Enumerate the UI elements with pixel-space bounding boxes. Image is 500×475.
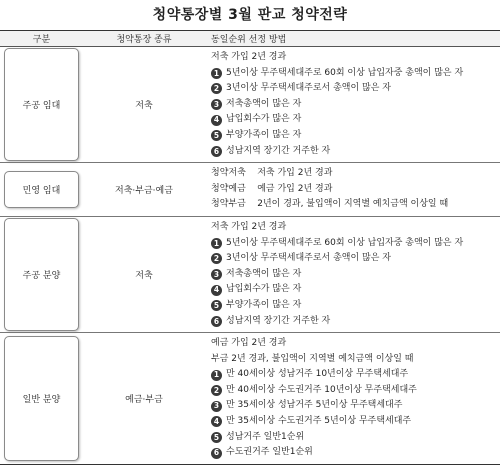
- method-text: 5년이상 무주택세대주로 60회 이상 납입자중 총액이 많은 자: [226, 67, 464, 78]
- method-line: [211, 50, 500, 66]
- category-label: 주공 임대: [4, 48, 79, 161]
- category-label: 민영 임대: [4, 171, 79, 208]
- method-line: [211, 182, 500, 198]
- header-method: 동일순위 선정 방법: [205, 31, 500, 47]
- method-line: [211, 314, 500, 330]
- method-text: 만 35세이상 성남거주 5년이상 무주택세대주: [226, 400, 403, 411]
- method-text: 성남지역 장기간 거주한 자: [226, 145, 331, 156]
- method-text: 성남지역 장기간 거주한 자: [226, 315, 331, 326]
- method-line: [211, 398, 500, 414]
- method-text: 성남거주 일반1순위: [226, 431, 305, 442]
- method-text: 저축 가입 2년 경과: [211, 52, 287, 62]
- step-number-badge: 3: [211, 99, 222, 110]
- header-account-type: 청약통장 종류: [83, 31, 205, 47]
- category-cell: [0, 163, 83, 217]
- header-category: 구분: [0, 31, 83, 47]
- method-line: [211, 97, 500, 113]
- step-number-badge: 6: [211, 448, 222, 459]
- step-number-badge: 5: [211, 432, 222, 443]
- account-type-cell: 저축: [83, 47, 205, 163]
- step-number-badge: 5: [211, 300, 222, 311]
- step-number-badge: 1: [211, 370, 222, 381]
- method-text: 만 40세이상 수도권거주 10년이상 무주택세대주: [226, 384, 417, 395]
- step-number-badge: 4: [211, 416, 222, 427]
- method-line: [211, 267, 500, 283]
- account-type-cell: 저축·부금·예금: [83, 163, 205, 217]
- category-label: 주공 분양: [4, 218, 79, 331]
- account-type-cell: 저축: [83, 216, 205, 332]
- method-line: [211, 383, 500, 399]
- step-number-badge: 4: [211, 115, 222, 126]
- account-type-cell: 예금·부금: [83, 333, 205, 465]
- method-line: [211, 445, 500, 461]
- method-text: 저축 가입 2년 경과: [211, 221, 287, 232]
- method-line: [211, 197, 500, 213]
- method-text: 부양가족이 많은 자: [226, 129, 302, 140]
- method-text: 청약저축 저축 가입 2년 경과: [211, 168, 333, 179]
- method-cell: [205, 163, 500, 217]
- table-row: [0, 163, 500, 217]
- table-body: [0, 47, 500, 465]
- method-text: 청약예금 예금 가입 2년 경과: [211, 183, 333, 194]
- step-number-badge: 5: [211, 130, 222, 141]
- method-text: 3년이상 무주택세대주로서 총액이 많은 자: [226, 253, 391, 264]
- method-text: 저축총액이 많은 자: [226, 268, 302, 279]
- step-number-badge: 6: [211, 146, 222, 157]
- step-number-badge: 6: [211, 316, 222, 327]
- method-text: 납입회수가 많은 자: [226, 284, 302, 295]
- method-line: [211, 251, 500, 267]
- strategy-table: [0, 30, 500, 465]
- method-line: [211, 430, 500, 446]
- method-line: [211, 236, 500, 252]
- category-label: 일반 분양: [4, 336, 79, 461]
- method-line: [211, 414, 500, 430]
- step-number-badge: 1: [211, 68, 222, 79]
- method-text: 만 35세이상 수도권거주 5년이상 무주택세대주: [226, 416, 412, 427]
- method-line: [211, 144, 500, 160]
- method-line: [211, 282, 500, 298]
- method-text: 5년이상 무주택세대주로 60회 이상 납입자중 총액이 많은 자: [226, 237, 464, 248]
- method-line: [211, 336, 500, 352]
- method-line: [211, 128, 500, 144]
- method-line: [211, 352, 500, 368]
- method-text: 납입회수가 많은 자: [226, 114, 302, 125]
- method-text: 예금 가입 2년 경과: [211, 338, 287, 349]
- step-number-badge: 3: [211, 269, 222, 280]
- method-text: 저축총액이 많은 자: [226, 98, 302, 109]
- step-number-badge: 2: [211, 83, 222, 94]
- method-text: 부양가족이 많은 자: [226, 299, 302, 310]
- method-text: 만 40세이상 성남거주 10년이상 무주택세대주: [226, 369, 409, 380]
- method-line: [211, 367, 500, 383]
- method-line: [211, 298, 500, 314]
- method-cell: [205, 216, 500, 332]
- table-row: [0, 216, 500, 332]
- table-row: [0, 333, 500, 465]
- category-cell: [0, 333, 83, 465]
- method-line: [211, 112, 500, 128]
- method-line: [211, 81, 500, 97]
- step-number-badge: 2: [211, 385, 222, 396]
- table-header-row: [0, 31, 500, 47]
- category-cell: [0, 216, 83, 332]
- method-cell: [205, 333, 500, 465]
- method-line: [211, 66, 500, 82]
- method-line: [211, 220, 500, 236]
- method-text: 수도권거주 일반1순위: [226, 447, 313, 458]
- step-number-badge: 2: [211, 253, 222, 264]
- method-line: [211, 166, 500, 182]
- method-text: 3년이상 무주택세대주로서 총액이 많은 자: [226, 83, 391, 94]
- step-number-badge: 4: [211, 285, 222, 296]
- category-cell: [0, 47, 83, 163]
- page-title: 청약통장별 3월 판교 청약전략: [152, 7, 348, 23]
- method-text: 청약부금 2년이 경과, 불입액이 지역별 예치금액 이상일 때: [211, 199, 449, 210]
- table-row: [0, 47, 500, 163]
- method-text: 부금 2년 경과, 불입액이 지역별 예치금액 이상일 때: [211, 353, 414, 364]
- step-number-badge: 1: [211, 238, 222, 249]
- step-number-badge: 3: [211, 401, 222, 412]
- method-cell: [205, 47, 500, 163]
